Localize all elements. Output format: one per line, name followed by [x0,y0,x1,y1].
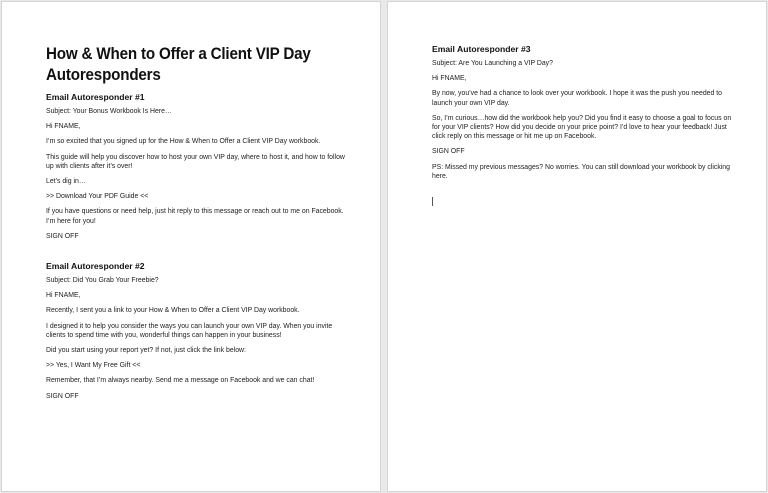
email-subject: Subject: Did You Grab Your Freebie? [46,277,159,285]
page-1[interactable] [2,2,380,491]
email-sign-off: SIGN OFF [432,148,465,156]
email-greeting: Hi FNAME, [46,123,81,131]
email-paragraph: By now, you’ve had a chance to look over your workbook. I hope it was the push you needed to launch your own VIP day. [432,90,722,107]
email-paragraph: Recently, I sent you a link to your How & When to Offer a Client VIP Day workbook. [46,307,300,315]
email-paragraph: Let’s dig in… [46,178,86,186]
email-heading: Email Autoresponder #3 [432,44,531,54]
email-cta-line: >> Yes, I Want My Free Gift << [46,362,141,370]
section-spacer [46,247,346,261]
email-paragraph: So, I’m curious…how did the workbook help you? Did you find it easy to choose a goal to focus on for your VIP clients? How did you decide on your price point? I’d love to hear your feedback! Just click reply on this message or hit me up on Facebook. [432,114,732,141]
email-sign-off: SIGN OFF [46,232,79,240]
email-heading: Email Autoresponder #1 [46,92,145,102]
email-subject: Subject: Your Bonus Workbook Is Here… [46,108,172,115]
page-1-content [46,44,346,407]
email-paragraph: Remember, that I’m always nearby. Send me a message on Facebook and we can chat! [46,377,315,385]
page-2-content [432,44,732,187]
email-section-3 [432,44,732,181]
email-heading: Email Autoresponder #2 [46,261,145,272]
text-cursor [432,197,433,206]
email-sign-off: SIGN OFF [46,392,79,400]
email-paragraph: I designed it to help you consider the ways you can launch your own VIP day. When you invite clients to spend time with you, wonderful things can happen in your business! [46,322,333,339]
page-2[interactable] [388,2,766,491]
email-cta-line: >> Download Your PDF Guide << [46,193,149,201]
email-postscript: PS: Missed my previous messages? No worries. You can still download your workbook by clicking here. [432,163,730,180]
email-paragraph: Did you start using your report yet? If not, just click the link below: [46,347,246,355]
email-section-1 [46,92,346,241]
email-paragraph: This guide will help you discover how to host your own VIP day, where to host it, and how to follow up with clients after it’s over! [46,153,345,170]
email-paragraph: If you have questions or need help, just hit reply to this message or reach out to me on Facebook. I’m here for you! [46,208,344,225]
email-section-2 [46,261,346,401]
document-title: How & When to Offer a Client VIP Day Autoresponders [46,45,311,84]
email-paragraph: I’m so excited that you signed up for the How & When to Offer a Client VIP Day workbook. [46,138,321,146]
email-greeting: Hi FNAME, [46,292,81,300]
email-greeting: Hi FNAME, [432,75,467,83]
email-subject: Subject: Are You Launching a VIP Day? [432,60,553,67]
